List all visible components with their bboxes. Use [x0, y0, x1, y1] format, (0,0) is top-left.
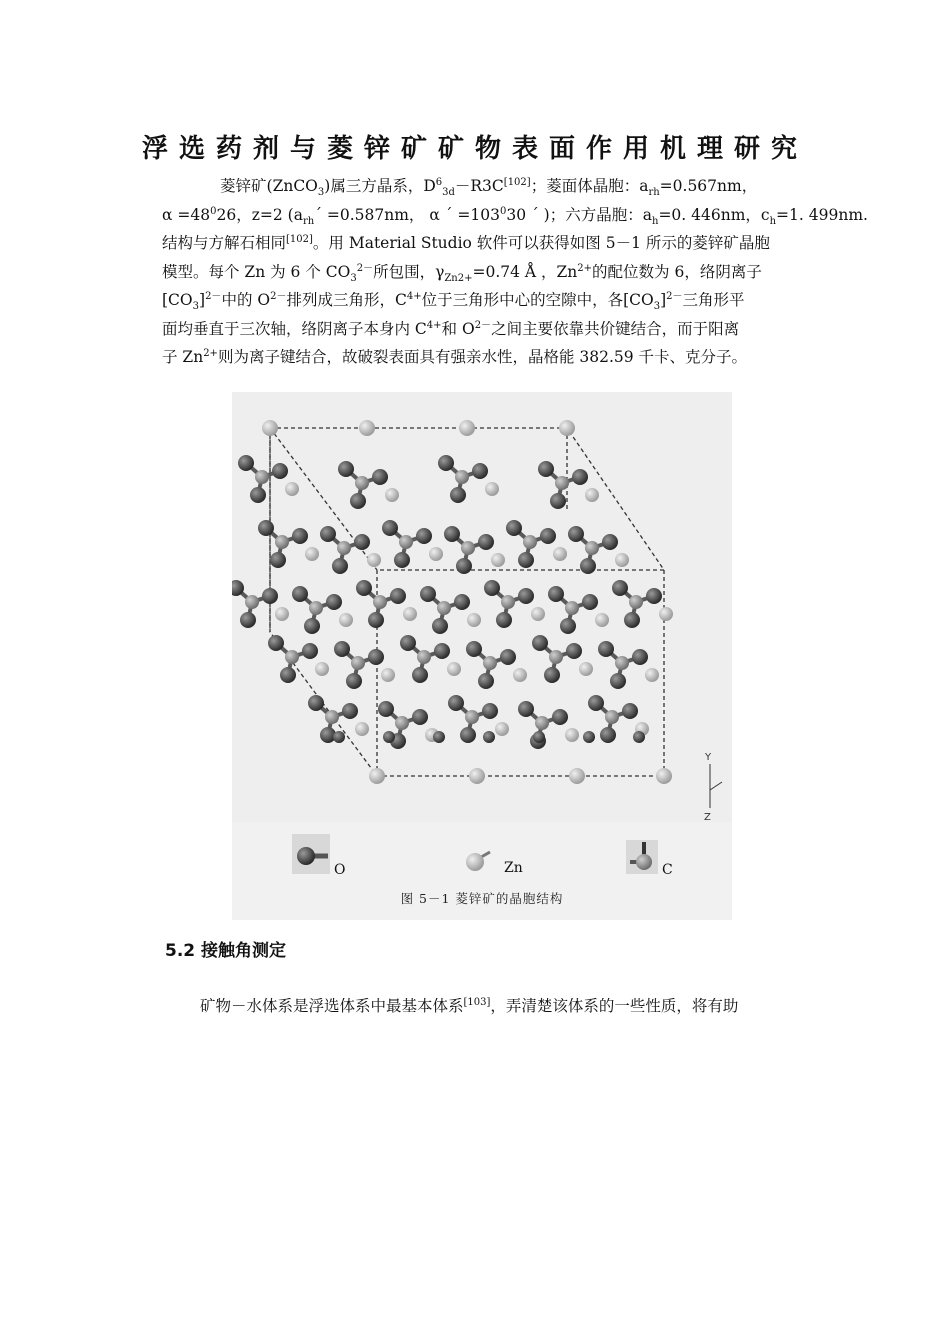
- oxygen-atom: [560, 618, 576, 634]
- oxygen-atom: [583, 731, 595, 743]
- oxygen-atom: [338, 461, 354, 477]
- zinc-atom: [315, 662, 329, 676]
- oxygen-atom: [383, 731, 395, 743]
- oxygen-atom: [262, 588, 278, 604]
- oxygen-atom: [326, 594, 342, 610]
- legend-oxygen: O: [290, 832, 334, 880]
- oxygen-atom: [378, 701, 394, 717]
- oxygen-atom: [333, 731, 345, 743]
- oxygen-atom: [350, 493, 366, 509]
- oxygen-atom: [580, 558, 596, 574]
- zinc-atom: [262, 420, 278, 436]
- carbon-atom: [309, 601, 323, 615]
- oxygen-atom: [372, 469, 388, 485]
- zinc-atom: [595, 613, 609, 627]
- oxygen-atom: [320, 526, 336, 542]
- carbon-atom: [615, 656, 629, 670]
- carbon-atom-icon: [624, 838, 664, 878]
- oxygen-atom: [280, 667, 296, 683]
- zinc-atom: [485, 482, 499, 496]
- oxygen-atom: [544, 667, 560, 683]
- oxygen-atom: [550, 493, 566, 509]
- carbon-atom: [285, 650, 299, 664]
- zinc-atom: [513, 668, 527, 682]
- zinc-atom: [381, 668, 395, 682]
- zinc-atom: [585, 488, 599, 502]
- oxygen-atom: [483, 731, 495, 743]
- oxygen-atom: [610, 673, 626, 689]
- crystal-cell-model: [232, 392, 732, 822]
- carbon-atom: [629, 595, 643, 609]
- carbon-atom: [395, 716, 409, 730]
- carbon-atom: [465, 710, 479, 724]
- zinc-atom: [339, 613, 353, 627]
- atoms-layer: [232, 420, 673, 784]
- oxygen-atom: [270, 552, 286, 568]
- oxygen-atom: [304, 618, 320, 634]
- zinc-atom: [569, 768, 585, 784]
- zinc-atom: [565, 728, 579, 742]
- zinc-atom: [359, 420, 375, 436]
- paragraph-line: 菱锌矿(ZnCO$_3$)属三方晶系，$D^6_{3d}-R3C[102]$；菱面体晶胞：$a_{rh}=0.567nm$，: [220, 176, 758, 199]
- oxygen-atom: [240, 612, 256, 628]
- oxygen-atom: [552, 709, 568, 725]
- zinc-atom: [531, 607, 545, 621]
- oxygen-atom: [533, 731, 545, 743]
- zinc-atom: [275, 607, 289, 621]
- carbon-atom: [523, 535, 537, 549]
- carbon-atom: [351, 656, 365, 670]
- zinc-atom: [656, 768, 672, 784]
- zinc-atom: [495, 722, 509, 736]
- oxygen-atom: [478, 534, 494, 550]
- oxygen-atom: [484, 580, 500, 596]
- oxygen-atom: [292, 586, 308, 602]
- section-heading: 5.2 接触角测定: [165, 941, 287, 961]
- oxygen-atom: [382, 520, 398, 536]
- zinc-atom: [367, 553, 381, 567]
- oxygen-atom: [612, 580, 628, 596]
- zinc-atom: [559, 420, 575, 436]
- paragraph-line: 模型。每个 Zn 为 6 个 $CO_3^{2-}$所包围，$\gamma_{Zn2+}=0.74$ Å ，$Zn^{2+}$的配位数为 6，络阴离子: [162, 262, 762, 284]
- oxygen-atom: [532, 635, 548, 651]
- oxygen-atom: [390, 588, 406, 604]
- paragraph-mineral-water: [162, 992, 802, 1020]
- oxygen-atom: [582, 594, 598, 610]
- carbon-atom: [535, 716, 549, 730]
- oxygen-atom: [540, 528, 556, 544]
- carbon-atom: [399, 535, 413, 549]
- carbon-atom: [373, 595, 387, 609]
- oxygen-atom: [302, 643, 318, 659]
- carbon-atom: [455, 470, 469, 484]
- carbon-atom: [275, 535, 289, 549]
- oxygen-atom: [346, 673, 362, 689]
- oxygen-atom: [438, 455, 454, 471]
- oxygen-atom: [433, 731, 445, 743]
- zinc-atom: [579, 662, 593, 676]
- crystal-figure: [232, 392, 732, 920]
- paragraph-line: 子 $Zn^{2+}$则为离子键结合，故破裂表面具有强亲水性，晶格能 382.59 千卡、克分子。: [162, 347, 748, 366]
- oxygen-atom: [250, 487, 266, 503]
- paragraph-line: $\alpha =48^026$，z=2 ($a_{rh}´ =0.587nm$， α ´ $=103^030$ ´ )；六方晶胞：$a_h=0$. 446nm，$c_h=1$. 499nm.: [162, 205, 868, 227]
- oxygen-atom: [568, 526, 584, 542]
- oxygen-atom: [622, 703, 638, 719]
- zinc-atom: [369, 768, 385, 784]
- zinc-atom: [467, 613, 481, 627]
- zinc-atom-icon: [460, 844, 494, 878]
- oxygen-atom: [466, 641, 482, 657]
- oxygen-atom: [500, 649, 516, 665]
- zinc-atom: [491, 553, 505, 567]
- oxygen-atom: [450, 487, 466, 503]
- paragraph-line: 结构与方解石相同[102]。用 Material Studio 软件可以获得如图 5－1 所示的菱锌矿晶胞: [162, 233, 770, 252]
- oxygen-atom-icon: [290, 832, 334, 876]
- oxygen-atom: [434, 643, 450, 659]
- oxygen-atom: [332, 558, 348, 574]
- oxygen-atom: [420, 586, 436, 602]
- carbon-atom: [417, 650, 431, 664]
- oxygen-atom: [566, 643, 582, 659]
- oxygen-atom: [632, 649, 648, 665]
- carbon-atom: [585, 541, 599, 555]
- carbon-atom: [555, 476, 569, 490]
- carbon-atom: [325, 710, 339, 724]
- zinc-atom: [447, 662, 461, 676]
- oxygen-atom: [356, 580, 372, 596]
- oxygen-atom: [518, 552, 534, 568]
- oxygen-atom: [646, 588, 662, 604]
- oxygen-atom: [460, 727, 476, 743]
- oxygen-atom: [548, 586, 564, 602]
- legend-zinc: Zn: [460, 844, 494, 882]
- oxygen-atom: [478, 673, 494, 689]
- oxygen-atom: [572, 469, 588, 485]
- oxygen-atom: [412, 667, 428, 683]
- carbon-atom: [337, 541, 351, 555]
- oxygen-atom: [334, 641, 350, 657]
- zinc-atom: [429, 547, 443, 561]
- axis-indicator: [704, 752, 722, 822]
- zinc-atom: [469, 768, 485, 784]
- oxygen-atom: [456, 558, 472, 574]
- zinc-atom: [355, 722, 369, 736]
- zinc-atom: [403, 607, 417, 621]
- oxygen-atom: [238, 455, 254, 471]
- zinc-atom: [659, 607, 673, 621]
- paragraph-line: $[CO_3]^{2-}$中的 $O^{2-}$排列成三角形，$C^{4+}$位于三角形中心的空隙中，各$[CO_3]^{2-}$三角形平: [162, 290, 745, 313]
- oxygen-atom: [496, 612, 512, 628]
- oxygen-atom: [292, 528, 308, 544]
- oxygen-atom: [472, 463, 488, 479]
- oxygen-atom: [272, 463, 288, 479]
- figure-caption: 图 5－1 菱锌矿的晶胞结构: [400, 891, 564, 906]
- oxygen-atom: [633, 731, 645, 743]
- zinc-atom: [645, 668, 659, 682]
- carbon-atom: [461, 541, 475, 555]
- carbon-atom: [483, 656, 497, 670]
- paragraph-siderite-structure: [162, 172, 868, 372]
- oxygen-atom: [412, 709, 428, 725]
- carbon-atom: [437, 601, 451, 615]
- oxygen-atom: [258, 520, 274, 536]
- paragraph-line: 矿物－水体系是浮选体系中最基本体系[103]，弄清楚该体系的一些性质，将有助: [200, 996, 739, 1015]
- oxygen-atom: [482, 703, 498, 719]
- axis-y-label: Y: [705, 752, 712, 763]
- oxygen-atom: [444, 526, 460, 542]
- page-title: 浮选药剂与菱锌矿矿物表面作用机理研究: [141, 134, 808, 164]
- carbon-atom: [501, 595, 515, 609]
- oxygen-atom: [588, 695, 604, 711]
- carbon-atom: [549, 650, 563, 664]
- oxygen-atom: [448, 695, 464, 711]
- carbon-atom: [255, 470, 269, 484]
- oxygen-atom: [518, 588, 534, 604]
- oxygen-atom: [538, 461, 554, 477]
- zinc-atom: [553, 547, 567, 561]
- zinc-atom: [385, 488, 399, 502]
- oxygen-atom: [598, 641, 614, 657]
- zinc-atom: [305, 547, 319, 561]
- oxygen-atom: [432, 618, 448, 634]
- oxygen-atom: [354, 534, 370, 550]
- carbon-atom: [355, 476, 369, 490]
- zinc-atom: [615, 553, 629, 567]
- oxygen-atom: [416, 528, 432, 544]
- carbon-atom: [245, 595, 259, 609]
- carbon-atom: [565, 601, 579, 615]
- oxygen-atom: [368, 612, 384, 628]
- oxygen-atom: [624, 612, 640, 628]
- zinc-atom: [459, 420, 475, 436]
- oxygen-atom: [368, 649, 384, 665]
- axis-z-label: Z: [704, 812, 711, 822]
- legend-carbon: C: [624, 838, 664, 882]
- paragraph-line: 面均垂直于三次轴，络阴离子本身内 $C^{4+}$和 $O^{2-}$之间主要依靠共价键结合，而于阳离: [162, 319, 740, 338]
- oxygen-atom: [268, 635, 284, 651]
- oxygen-atom: [600, 727, 616, 743]
- oxygen-atom: [454, 594, 470, 610]
- oxygen-atom: [308, 695, 324, 711]
- oxygen-atom: [602, 534, 618, 550]
- zinc-atom: [285, 482, 299, 496]
- oxygen-atom: [518, 701, 534, 717]
- oxygen-atom: [394, 552, 410, 568]
- carbon-atom: [605, 710, 619, 724]
- oxygen-atom: [342, 703, 358, 719]
- oxygen-atom: [506, 520, 522, 536]
- oxygen-atom: [400, 635, 416, 651]
